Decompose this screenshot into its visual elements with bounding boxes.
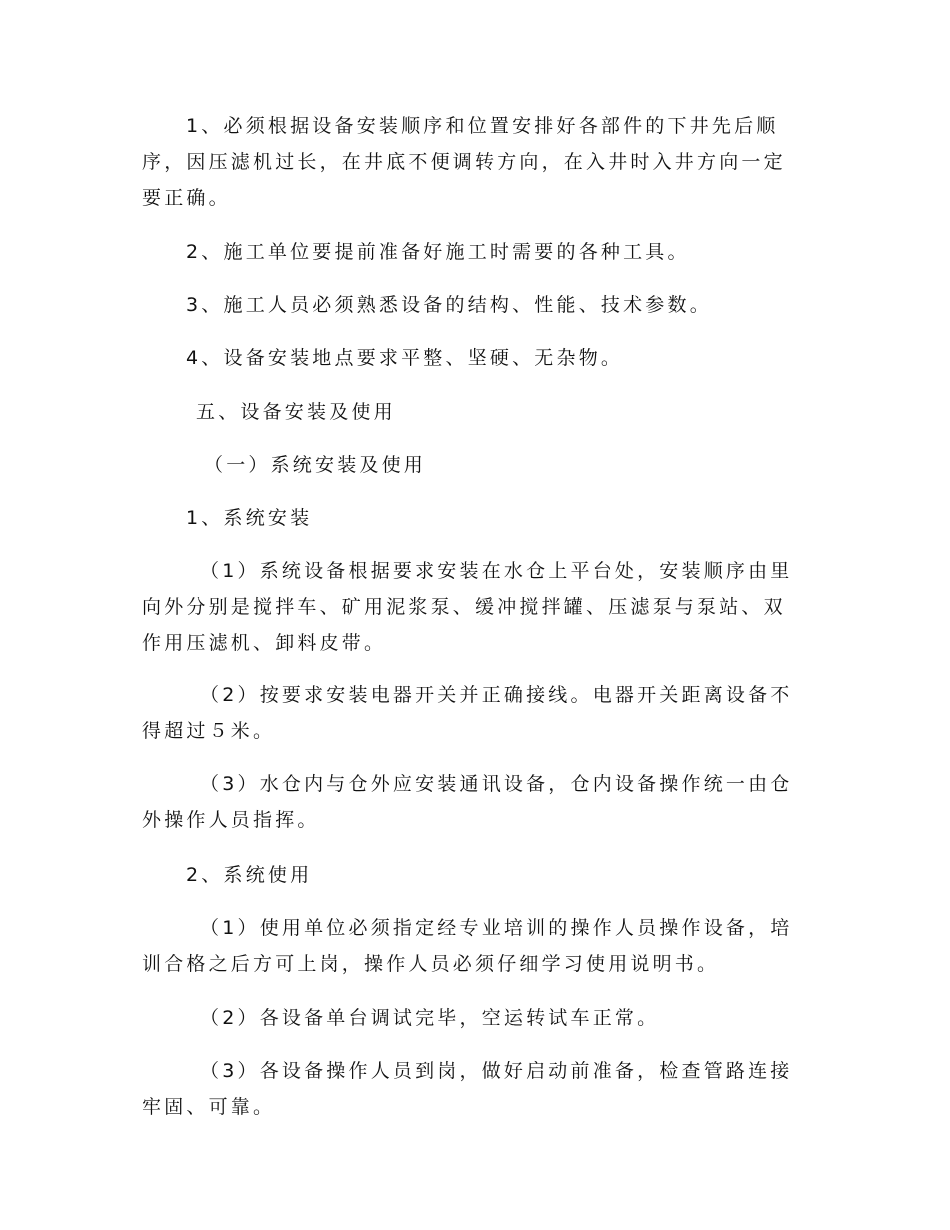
paragraph-use-2: （2）各设备单台调试完毕，空运转试车正常。 (200, 1007, 660, 1029)
paragraph-use-1: （1）使用单位必须指定经专业培训的操作人员操作设备，培训合格之后方可上岗，操作人员必须仔细学习使用说明书。 (142, 917, 793, 975)
paragraph-install-1: （1）系统设备根据要求安装在水仓上平台处，安装顺序由里向外分别是搅拌车、矿用泥浆泵、缓冲搅拌罐、压滤泵与泵站、双作用压滤机、卸料皮带。 (142, 560, 793, 654)
paragraph-1: 1、必须根据设备安装顺序和位置安排好各部件的下井先后顺序，因压滤机过长，在井底不便调转方向，在入井时入井方向一定要正确。 (142, 115, 786, 209)
paragraph-3: 3、施工人员必须熟悉设备的结构、性能、技术参数。 (186, 294, 712, 316)
item-heading-system-use: 2、系统使用 (186, 864, 313, 886)
paragraph-2: 2、施工单位要提前准备好施工时需要的各种工具。 (186, 241, 690, 263)
paragraph-4: 4、设备安装地点要求平整、坚硬、无杂物。 (186, 347, 624, 369)
subsection-heading-1: （一）系统安装及使用 (204, 454, 427, 476)
paragraph-install-2: （2）按要求安装电器开关并正确接线。电器开关距离设备不得超过５米。 (142, 684, 793, 742)
item-heading-system-install: 1、系统安装 (186, 507, 313, 529)
section-heading-5: 五、设备安装及使用 (196, 401, 396, 423)
paragraph-install-3: （3）水仓内与仓外应安装通讯设备，仓内设备操作统一由仓外操作人员指挥。 (142, 773, 793, 831)
paragraph-use-3: （3）各设备操作人员到岗，做好启动前准备，检查管路连接牢固、可靠。 (142, 1060, 793, 1118)
